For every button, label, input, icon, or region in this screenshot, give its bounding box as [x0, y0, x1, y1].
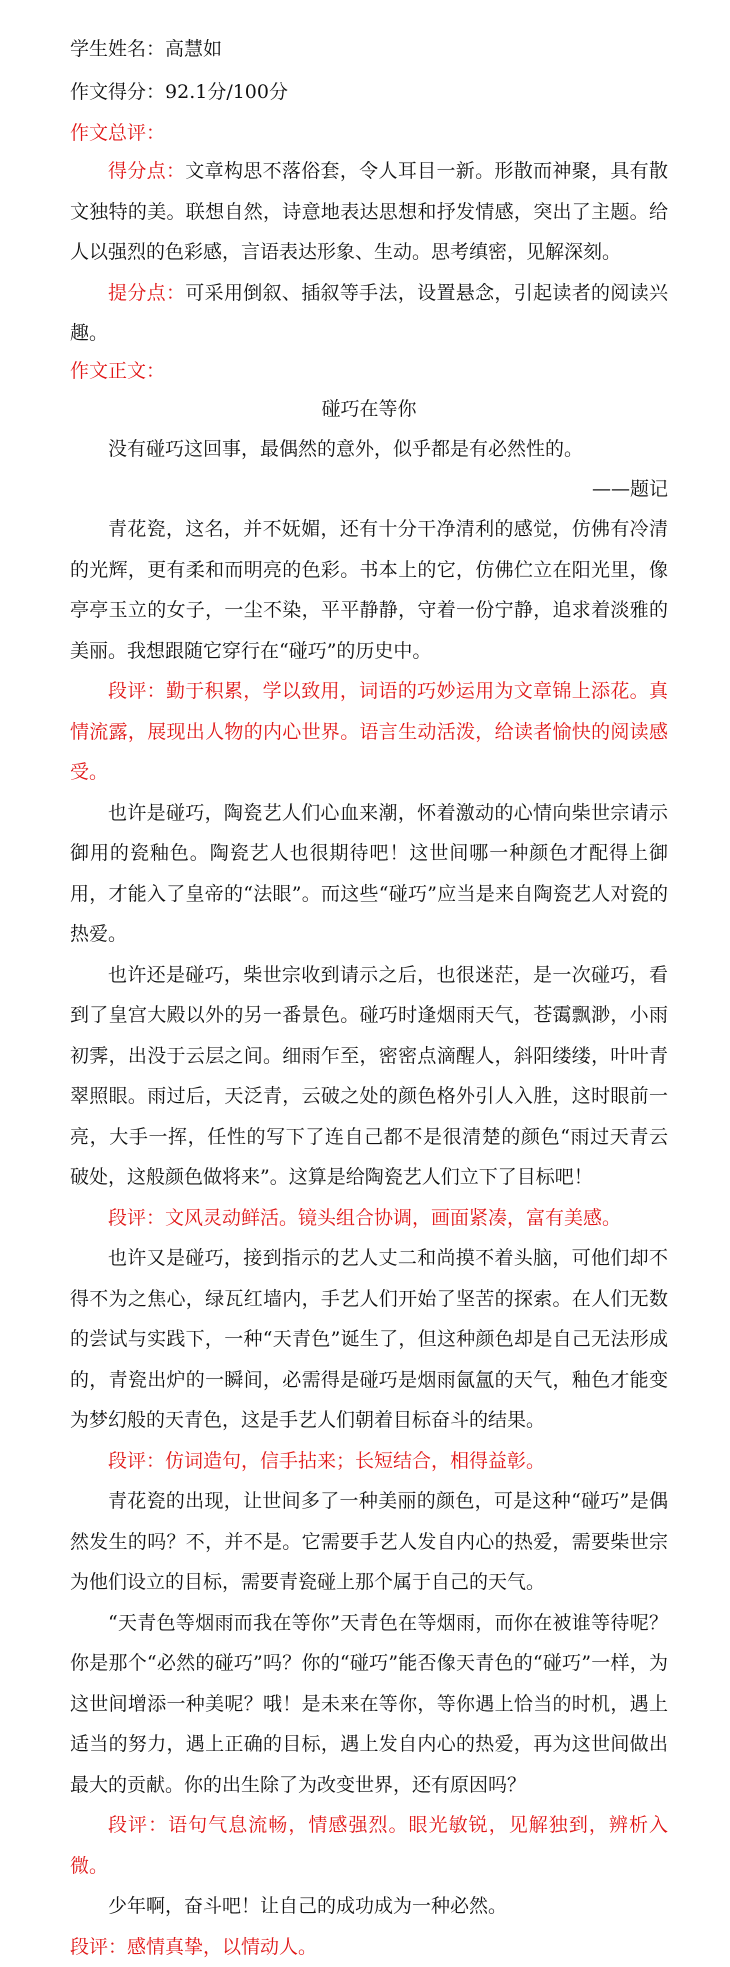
essay-paragraph-4: 也许又是碰巧，接到指示的艺人丈二和尚摸不着头脑，可他们却不得不为之焦心，绿瓦红墙内，手艺人们开始了坚苦的探索。在人们无数的尝试与实践下，一种“天青色”诞生了，但这种颜色却是自己无法形成的，青瓷出炉的一瞬间，必需得是碰巧是烟雨氤氲的天气，釉色才能变为梦幻般的天青色，这是手艺人们朝着目标奋斗的结果。: [70, 1238, 668, 1441]
paragraph-comment-3: 段评：仿词造句，信手拈来；长短结合，相得益彰。: [70, 1441, 668, 1482]
paragraph-comment-4: 段评：语句气息流畅，情感强烈。眼光敏锐，见解独到，辨析入微。: [70, 1805, 668, 1886]
essay-paragraph-1: 青花瓷，这名，并不妩媚，还有十分干净清利的感觉，仿佛有冷清的光辉，更有柔和而明亮的色彩。书本上的它，仿佛伫立在阳光里，像亭亭玉立的女子，一尘不染，平平静静，守着一份宁静，追求着淡雅的美丽。我想跟随它穿行在“碰巧”的历史中。: [70, 509, 668, 671]
paragraph-comment-5: 段评：感情真挚，以情动人。: [70, 1927, 668, 1967]
epigraph: 没有碰巧这回事，最偶然的意外，似乎都是有必然性的。: [70, 429, 668, 470]
essay-title: 碰巧在等你: [70, 389, 668, 429]
scoring-points-text: 文章构思不落俗套，令人耳目一新。形散而神聚，具有散文独特的美。联想自然，诗意地表达思想和抒发情感，突出了主题。给人以强烈的色彩感，言语表达形象、生动。思考缜密，见解深刻。: [70, 160, 668, 263]
score-label: 作文得分：: [70, 81, 165, 103]
score-line: [70, 75, 668, 110]
summary-heading: 作文总评：: [70, 116, 668, 151]
improvement-points-label: 提分点：: [108, 282, 185, 304]
essay-paragraph-7: 少年啊，奋斗吧！让自己的成功成为一种必然。: [70, 1886, 668, 1927]
scoring-points: [70, 151, 668, 273]
paragraph-comment-1: 段评：勤于积累，学以致用，词语的巧妙运用为文章锦上添花。真情流露，展现出人物的内心世界。语言生动活泼，给读者愉快的阅读感受。: [70, 671, 668, 793]
scoring-points-label: 得分点：: [108, 160, 185, 182]
paragraph-comment-2: 段评：文风灵动鲜活。镜头组合协调，画面紧凑，富有美感。: [70, 1198, 668, 1239]
improvement-points: [70, 273, 668, 354]
student-name-line: [70, 32, 668, 67]
essay-paragraph-2: 也许是碰巧，陶瓷艺人们心血来潮，怀着激动的心情向柴世宗请示御用的瓷釉色。陶瓷艺人也很期待吧！这世间哪一种颜色才配得上御用，才能入了皇帝的“法眼”。而这些“碰巧”应当是来自陶瓷艺人对瓷的热爱。: [70, 793, 668, 955]
improvement-points-text: 可采用倒叙、插叙等手法，设置悬念，引起读者的阅读兴趣。: [70, 282, 668, 345]
essay-heading: 作文正文：: [70, 354, 668, 389]
essay-paragraph-3: 也许还是碰巧，柴世宗收到请示之后，也很迷茫，是一次碰巧，看到了皇宫大殿以外的另一番景色。碰巧时逢烟雨天气，苍霭飘渺，小雨初霁，出没于云层之间。细雨乍至，密密点滴醒人，斜阳缕缕，叶叶青翠照眼。雨过后，天泛青，云破之处的颜色格外引人入胜，这时眼前一亮，大手一挥，任性的写下了连自己都不是很清楚的颜色“雨过天青云破处，这般颜色做将来”。这算是给陶瓷艺人们立下了目标吧！: [70, 955, 668, 1198]
student-name-label: 学生姓名：: [70, 38, 165, 60]
essay-paragraph-5: 青花瓷的出现，让世间多了一种美丽的颜色，可是这种“碰巧”是偶然发生的吗？不，并不是。它需要手艺人发自内心的热爱，需要柴世宗为他们设立的目标，需要青瓷碰上那个属于自己的天气。: [70, 1481, 668, 1603]
essay-paragraph-6: “天青色等烟雨而我在等你”天青色在等烟雨，而你在被谁等待呢？你是那个“必然的碰巧”吗？你的“碰巧”能否像天青色的“碰巧”一样，为这世间增添一种美呢？哦！是未来在等你，等你遇上恰当的时机，遇上适当的努力，遇上正确的目标，遇上发自内心的热爱，再为这世间做出最大的贡献。你的出生除了为改变世界，还有原因吗？: [70, 1603, 668, 1806]
score-value: 92.1分/100分: [165, 81, 288, 103]
epigraph-signature: ——题记: [70, 469, 668, 509]
student-name: 高慧如: [165, 38, 222, 60]
